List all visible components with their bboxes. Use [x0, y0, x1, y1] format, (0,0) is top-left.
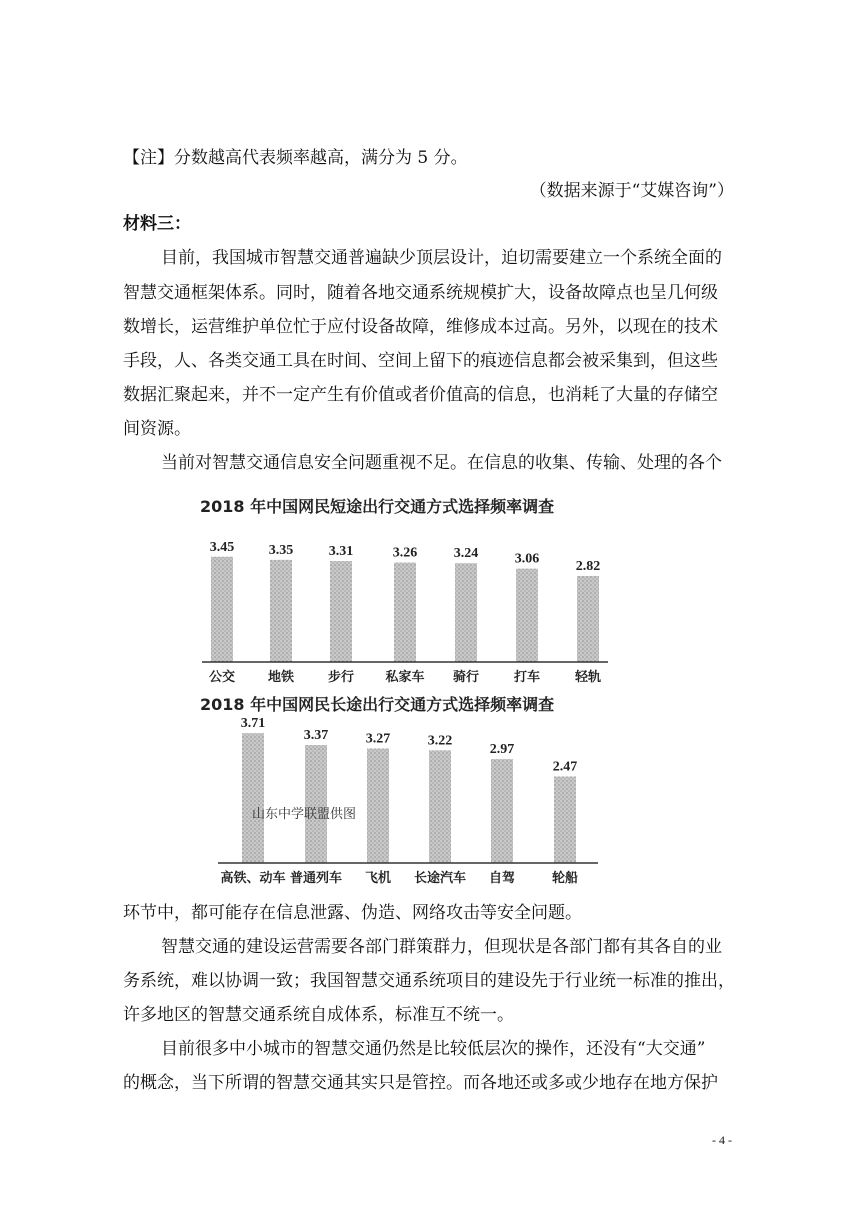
bar [516, 569, 538, 662]
chart-title: 2018 年中国网民长途出行交通方式选择频率调查 [200, 695, 555, 714]
data-label: 3.26 [392, 545, 418, 561]
category-label: 自驾 [488, 871, 516, 886]
bar [554, 777, 576, 863]
section-heading: 材料三： [123, 214, 191, 234]
data-label: 2.47 [552, 759, 578, 775]
data-label: 2.82 [575, 558, 601, 574]
bar [367, 749, 389, 863]
category-label: 公交 [208, 670, 236, 685]
watermark-text: 山东中学联盟供图 [252, 807, 357, 822]
data-label: 3.22 [427, 733, 453, 749]
bar [330, 561, 352, 662]
paragraph-line: 数据汇聚起来，并不一定产生有价值或者价值高的信息，也消耗了大量的存储空 [123, 385, 718, 405]
category-label: 私家车 [385, 670, 425, 685]
paragraph-line: 目前很多中小城市的智慧交通仍然是比较低层次的操作，还没有“大交通” [161, 1039, 706, 1059]
category-label: 地铁 [267, 670, 295, 685]
data-label: 3.27 [365, 731, 391, 747]
data-label: 3.45 [209, 539, 235, 555]
paragraph-line: 间资源。 [123, 419, 191, 439]
paragraph-line: 手段，人、各类交通工具在时间、空间上留下的痕迹信息都会被采集到，但这些 [123, 351, 718, 371]
bar [455, 563, 477, 662]
bar [305, 745, 327, 863]
data-label: 3.37 [303, 728, 329, 744]
paragraph-line: 的概念，当下所谓的智慧交通其实只是管控。而各地还或多或少地存在地方保护 [123, 1073, 718, 1093]
paragraph-line: 当前对智慧交通信息安全问题重视不足。在信息的收集、传输、处理的各个 [161, 453, 722, 473]
category-label: 高铁、动车 [220, 871, 286, 886]
category-label: 飞机 [364, 871, 392, 886]
data-label: 3.35 [268, 542, 294, 558]
data-label: 2.97 [489, 742, 515, 758]
note-line: 【注】分数越高代表频率越高，满分为 5 分。 [123, 148, 468, 168]
data-label: 3.06 [514, 551, 540, 567]
paragraph-line: 许多地区的智慧交通系统自成体系，标准互不统一。 [123, 1005, 514, 1025]
category-label: 打车 [513, 670, 541, 685]
bar [270, 560, 292, 662]
bar [211, 557, 233, 662]
bar [429, 750, 451, 863]
category-label: 轮船 [551, 871, 579, 886]
data-label: 3.24 [453, 546, 479, 562]
paragraph-line: 务系统，难以协调一致；我国智慧交通系统项目的建设先于行业统一标准的推出， [123, 971, 735, 991]
page-number: - 4 - [712, 1133, 732, 1147]
category-label: 轻轨 [574, 670, 602, 685]
category-label: 普通列车 [289, 871, 343, 886]
paragraph-line: 智慧交通框架体系。同时，随着各地交通系统规模扩大，设备故障点也呈几何级 [123, 283, 718, 303]
category-label: 长途汽车 [413, 871, 467, 886]
chart-title: 2018 年中国网民短途出行交通方式选择频率调查 [200, 497, 555, 516]
category-label: 步行 [327, 670, 355, 685]
data-source: （数据来源于“艾媒咨询”） [529, 181, 734, 201]
bar [577, 576, 599, 662]
category-label: 骑行 [452, 670, 480, 685]
chart-figure [190, 488, 610, 888]
paragraph-line: 数增长，运营维护单位忙于应付设备故障，维修成本过高。另外，以现在的技术 [123, 317, 718, 337]
paragraph-line: 目前，我国城市智慧交通普遍缺少顶层设计，迫切需要建立一个系统全面的 [161, 248, 722, 268]
bar [242, 733, 264, 863]
paragraph-line: 智慧交通的建设运营需要各部门群策群力，但现状是各部门都有其各自的业 [161, 937, 722, 957]
bar [491, 759, 513, 863]
bar [394, 563, 416, 662]
bar-charts [190, 488, 610, 888]
data-label: 3.31 [328, 544, 354, 560]
paragraph-line: 环节中，都可能存在信息泄露、伪造、网络攻击等安全问题。 [123, 903, 582, 923]
data-label: 3.71 [240, 716, 266, 732]
